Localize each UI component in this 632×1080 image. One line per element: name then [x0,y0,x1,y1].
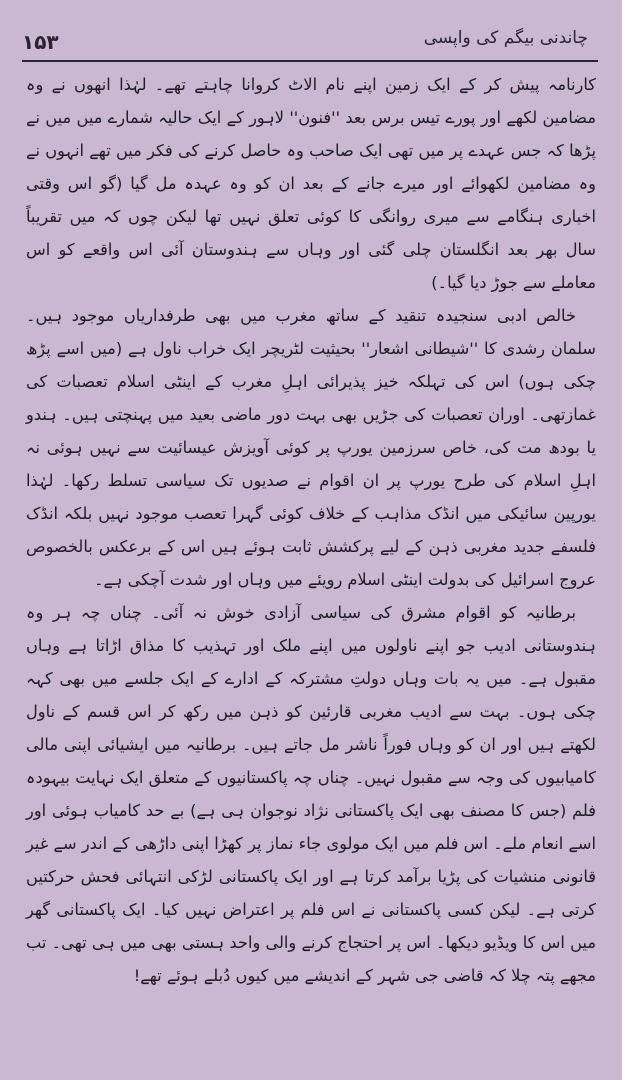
running-head: چاندنی بیگم کی واپسی [423,28,588,48]
paragraph-1: کارنامہ پیش کر کے ایک زمین اپنے نام الاٹ کروانا چاہتے تھے۔ لہٰذا انھوں نے وہ مضامین لکھے اور پورے تیس برس بعد ''فنون'' لاہور کے ایک حالیہ شمارے میں میں نے پڑھا کہ جس عہدے پر میں تھی ایک صاحب وہ حاصل کرنے کی فکر میں تھے انہوں نے وہ مضامین لکھوائے اور میرے جانے کے بعد ان کو وہ عہدہ مل گیا (گو اس وقتی اخباری ہنگامے سے میری روانگی کا کوئی تعلق نہیں تھا لیکن چوں کہ میں تقریباً سال بھر بعد انگلستان چلی گئی اور وہاں سے ہندوستان آئی اس واقعے کو اس معاملے سے جوڑ دیا گیا۔) [26,75,596,292]
body-text [26,68,596,1062]
paragraph-3: برطانیہ کو اقوام مشرق کی سیاسی آزادی خوش نہ آئی۔ چناں چہ ہر وہ ہندوستانی ادیب جو اپنے ناولوں میں اپنے ملک اور تہذیب کا مذاق اڑاتا ہے وہاں مقبول ہے۔ میں یہ بات وہاں دولتِ مشترکہ کے ادارے کے ایک جلسے میں بھی کہہ چکی ہوں۔ بہت سے ادیب مغربی قارئین کو ذہن میں رکھ کر اس قسم کے ناول لکھتے ہیں اور ان کو وہاں فوراً ناشر مل جاتے ہیں۔ برطانیہ میں ایشیائی اپنی مالی کامیابیوں کی وجہ سے مقبول نہیں۔ چناں چہ پاکستانیوں کے متعلق ایک نہایت بیہودہ فلم (جس کا مصنف بھی ایک پاکستانی نژاد نوجوان ہی ہے) بے حد کامیاب ہوئی اور اسے انعام ملے۔ اس فلم میں ایک مولوی جاء نماز پر کھڑا اپنی داڑھی کے اندر سے غیر قانونی منشیات کی پڑیا برآمد کرتا ہے اور ایک پاکستانی لڑکی انتہائی فحش حرکتیں کرتی ہے۔ لیکن کسی پاکستانی نے اس فلم پر اعتراض نہیں کیا۔ ایک پاکستانی گھر میں اس کا ویڈیو دیکھا۔ اس پر احتجاج کرنے والی واحد ہستی بھی میں ہی تھی۔ تب مجھے پتہ چلا کہ قاضی جی شہر کے اندیشے میں کیوں دُبلے ہوئے تھے! [26,603,596,985]
paragraph-2: خالص ادبی سنجیدہ تنقید کے ساتھ مغرب میں بھی طرفداریاں موجود ہیں۔ سلمان رشدی کا ''شیطانی اشعار'' بحیثیت لٹریچر ایک خراب ناول ہے (میں اسے پڑھ چکی ہوں) اس کی تہلکہ خیز پذیرائی اہلِ مغرب کے اینٹی اسلام تعصبات کی غمازتھی۔ اوران تعصبات کی جڑیں بھی بہت دور ماضی بعید میں پہنچتی ہیں۔ ہندو یا بودھ مت کی، خاص سرزمین یورپ پر کوئی آویزش عیسائیت سے نہیں ہوئی نہ اہلِ اسلام کی طرح یورپ پر ان اقوام نے صدیوں تک سیاسی تسلط رکھا۔ لہٰذا یورپین سائیکی میں انڈک مذاہب کے خلاف کوئی گہرا تعصب موجود نہیں بلکہ انڈک فلسفے جدید مغربی ذہن کے لیے پرکشش ثابت ہوئے ہیں اس کے برعکس بالخصوص عروج اسرائیل کی بدولت اینٹی اسلام رویئے میں وہاں اور شدت آچکی ہے۔ [26,306,596,589]
header-rule [22,60,598,62]
page-number: ۱۵۳ [22,30,59,54]
